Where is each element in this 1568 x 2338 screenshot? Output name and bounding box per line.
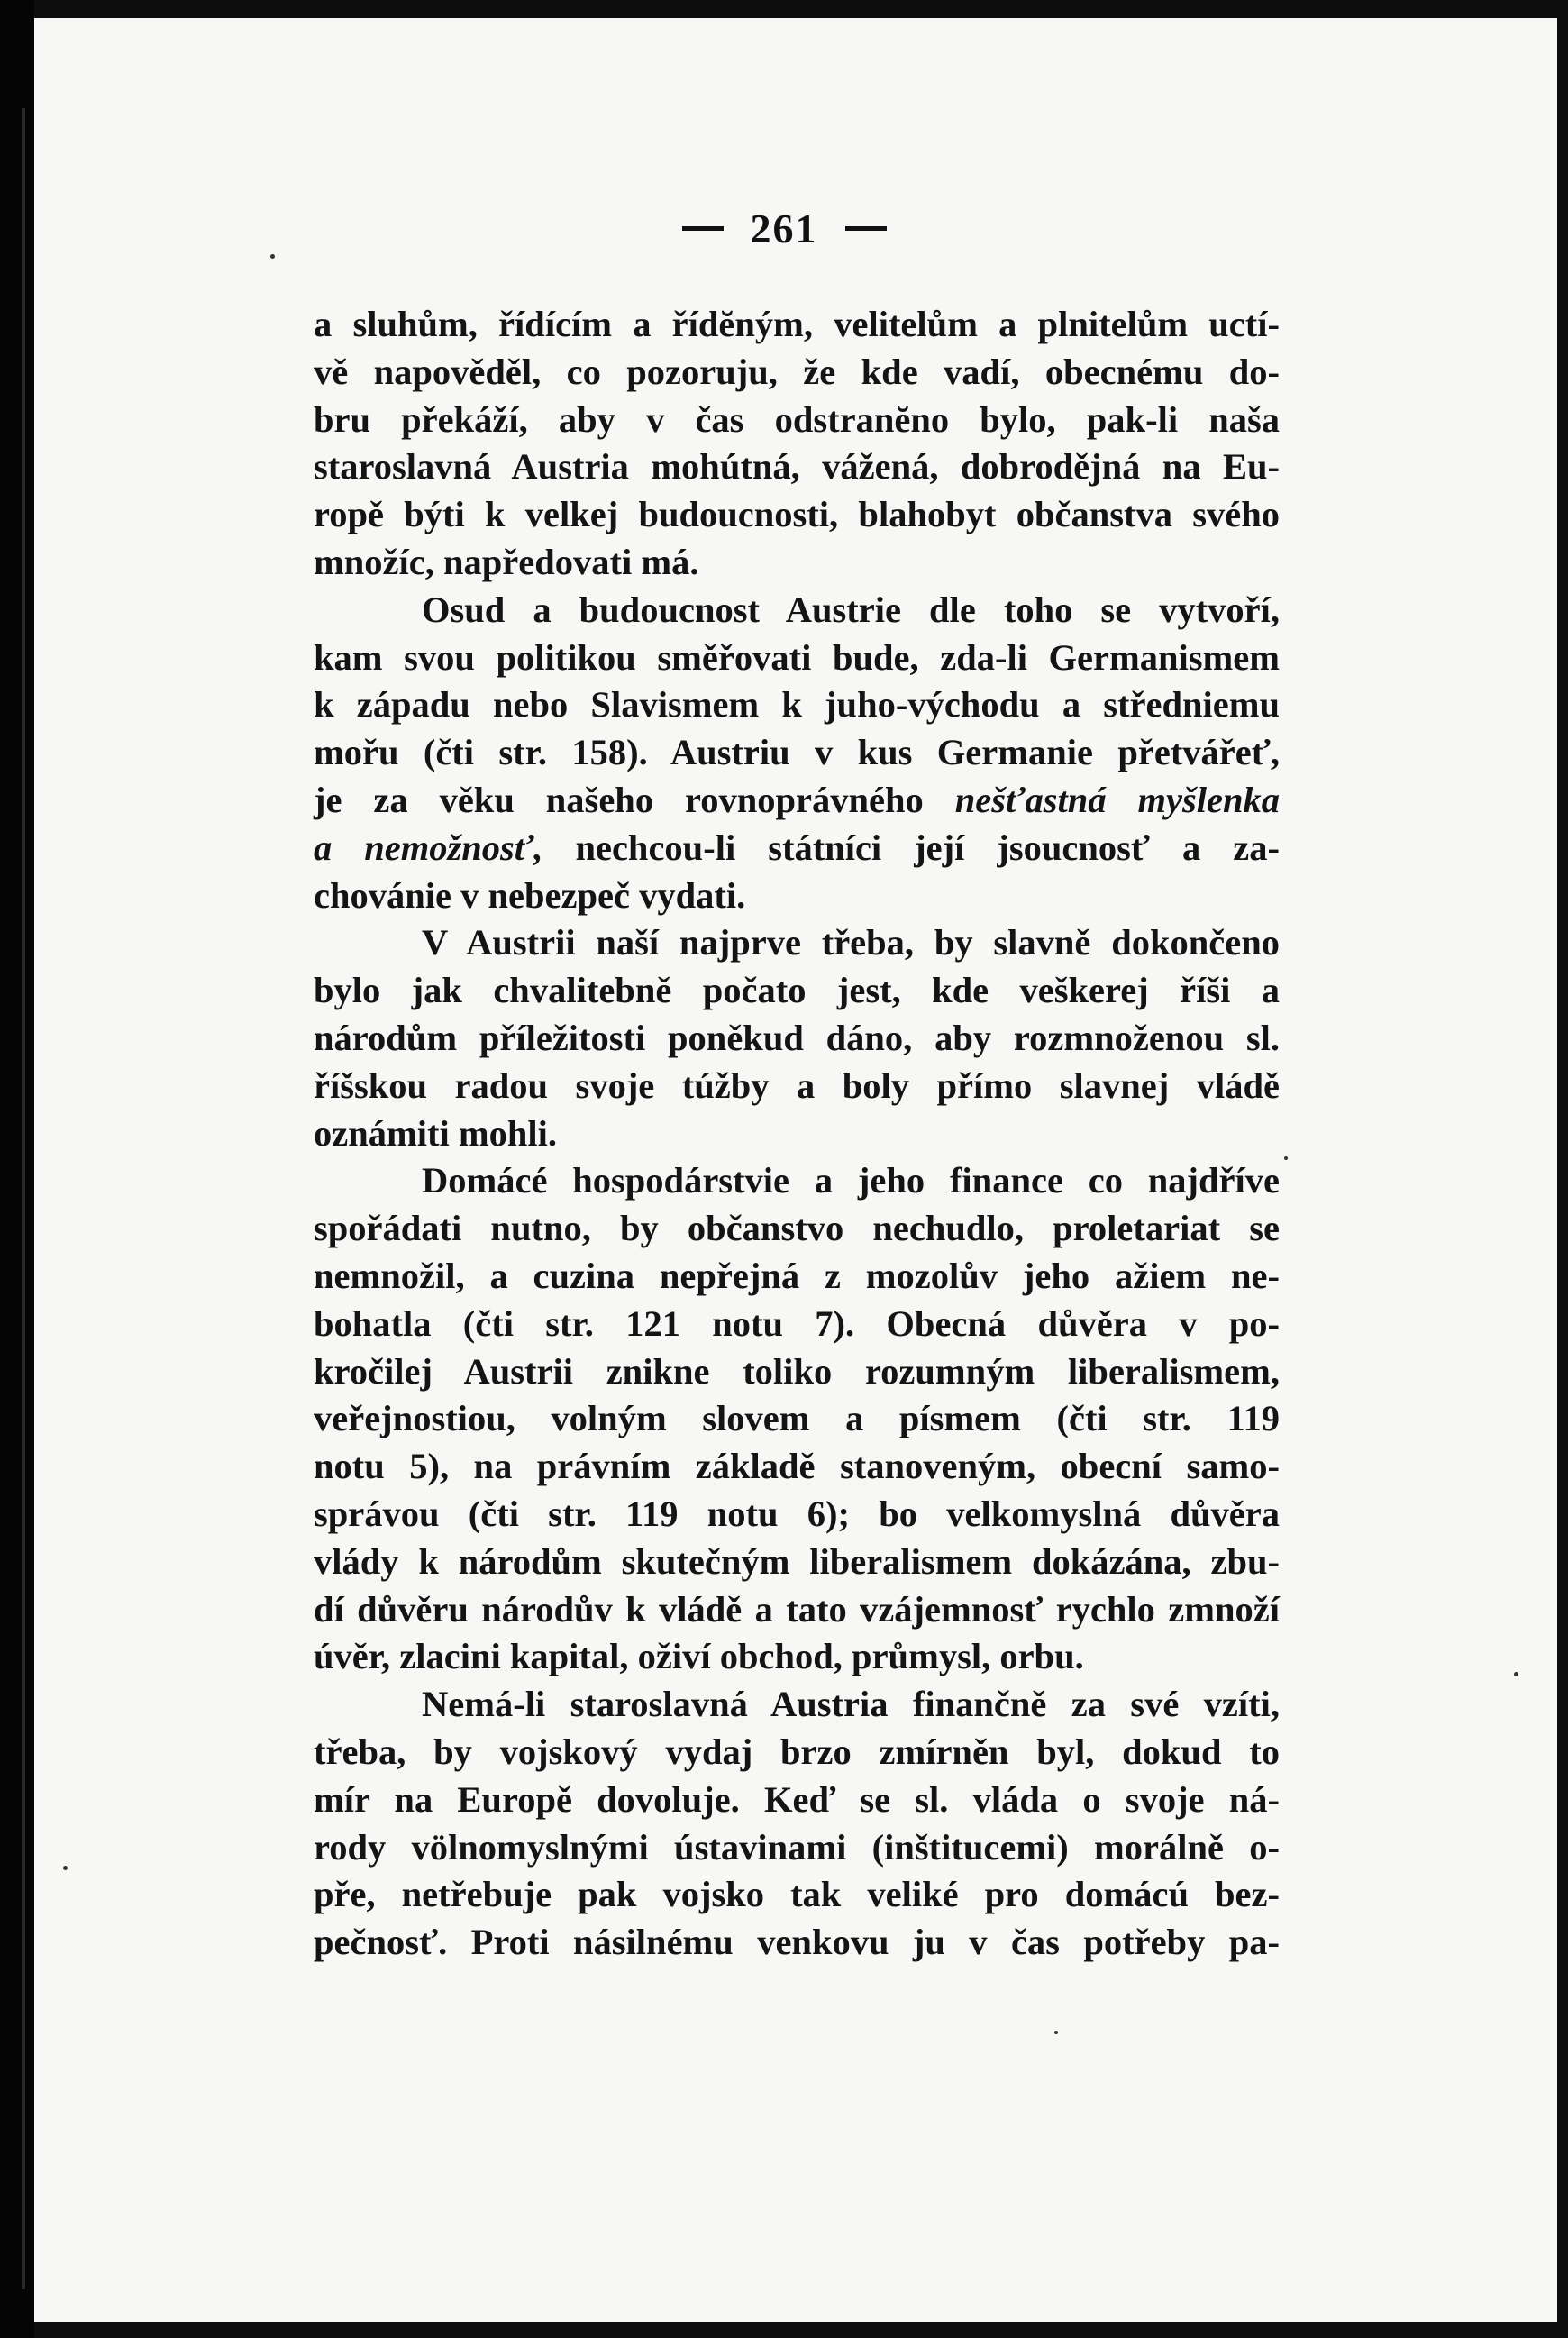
speck (1514, 1672, 1518, 1676)
text-line (314, 1157, 1280, 1205)
text-run: je za věku našeho rovnoprávného (314, 779, 955, 820)
text-run: mořu (čti str. 158). Austriu v kus Germanie přetvářeť, (314, 732, 1280, 773)
text-run: bohatla (čti str. 121 notu 7). Obecná důvěra v po- (314, 1302, 1280, 1344)
text-run: V Austrii naší najprve třeba, by slavně dokončeno (422, 922, 1280, 964)
text-run: bru překáží, aby v čas odstranĕno bylo, pak-li naša (314, 398, 1280, 440)
text-run: k západu nebo Slavismem k juho-východu a středniemu (314, 684, 1280, 726)
text-run: národům příležitosti poněkud dáno, aby rozmnoženou sl. (314, 1017, 1280, 1058)
text-line (314, 1729, 1280, 1776)
header-dash-left (682, 226, 724, 231)
text-run: bylo jak chvalitebně počato jest, kde veškerej říši a (314, 970, 1280, 1011)
text-line (314, 1824, 1280, 1872)
text-run: vlády k národům skutečným liberalismem dokázána, zbu- (314, 1540, 1280, 1582)
text-line (314, 1633, 1280, 1681)
speck (1284, 1156, 1288, 1160)
text-line (314, 1443, 1280, 1491)
text-line (314, 1491, 1280, 1539)
scan-left-edge (0, 0, 34, 2338)
text-line (314, 1348, 1280, 1396)
text-line (314, 1015, 1280, 1063)
text-line (314, 397, 1280, 444)
text-run: úvěr, zlacini kapital, oživí obchod, průmysl, orbu. (314, 1636, 1084, 1677)
text-line (314, 1205, 1280, 1253)
text-line (314, 443, 1280, 491)
text-run: nemnožil, a cuzina nepřejná z mozolův jeho ažiem ne- (314, 1255, 1280, 1296)
text-line (314, 777, 1280, 825)
text-line (314, 1681, 1280, 1729)
text-line (314, 635, 1280, 682)
text-run: třeba, by vojskový vydaj brzo zmírněn byl, dokud to (314, 1731, 1280, 1772)
text-run: kam svou politikou směřovati bude, zda-li Germanismem (314, 636, 1280, 678)
text-run: nechcou-li státníci její jsoucnosť a za- (542, 827, 1280, 868)
text-line (314, 491, 1280, 539)
italic-emphasis: nešťastná myšlenka (954, 779, 1280, 820)
page-edge-line (22, 108, 25, 2289)
text-run: pečnosť. Proti násilnému venkovu ju v čas potřeby pa- (314, 1922, 1280, 1963)
text-run: vě napověděl, co pozoruju, že kde vadí, obecnému do- (314, 351, 1280, 392)
text-run: pře, netřebuje pak vojsko tak veliké pro domácú bez- (314, 1874, 1280, 1915)
text-run: správou (čti str. 119 notu 6); bo velkomyslná důvěra (314, 1493, 1280, 1534)
body-text (314, 301, 1280, 1967)
text-run: notu 5), na právním základě stanoveným, obecní samo- (314, 1446, 1280, 1487)
text-line (314, 1919, 1280, 1967)
text-run: množíc, napředovati má. (314, 541, 699, 582)
text-run: staroslavná Austria mohútná, vážená, dobrodějná na Eu- (314, 446, 1280, 488)
speck (1054, 2031, 1058, 2034)
text-line (314, 1871, 1280, 1919)
text-run: říšskou radou svoje túžby a boly přímo slavnej vládě (314, 1064, 1280, 1106)
text-run: oznámiti mohli. (314, 1112, 557, 1154)
text-line (314, 729, 1280, 777)
text-run: a sluhům, řídícím a řídĕným, velitelům a plnitelům uctí- (314, 304, 1280, 344)
text-run: kročilej Austrii znikne toliko rozumným liberalismem, (314, 1350, 1280, 1392)
text-line (314, 539, 1280, 587)
text-run: veřejnostiou, volným slovem a písmem (čti str. 119 (314, 1398, 1280, 1439)
text-line (314, 967, 1280, 1015)
text-line (314, 872, 1280, 920)
text-run: dí důvěru národův k vládě a tato vzájemnosť rychlo zmnoží (314, 1588, 1280, 1630)
text-line (314, 587, 1280, 635)
italic-emphasis: a nemožnosť, (314, 827, 543, 868)
text-run: mír na Europě dovoluje. Keď se sl. vláda o svoje ná- (314, 1778, 1280, 1820)
text-line (314, 1776, 1280, 1824)
text-run: ropě býti k velkej budoucnosti, blahobyt občanstva svého (314, 494, 1280, 535)
text-line (314, 1395, 1280, 1443)
text-run: Osud a budoucnost Austrie dle toho se vytvoří, (422, 589, 1280, 630)
header-dash-right (845, 226, 887, 231)
text-line (314, 1539, 1280, 1586)
speck (270, 254, 275, 259)
text-run: chovánie v nebezpeč vydati. (314, 874, 746, 916)
text-line (314, 349, 1280, 397)
text-run: Domácé hospodárstvie a jeho finance co najdříve (422, 1160, 1280, 1201)
text-line (314, 1253, 1280, 1301)
speck (63, 1866, 68, 1870)
text-run: rody völnomyslnými ústavinami (inštitucemi) morálně o- (314, 1826, 1280, 1868)
page-header (0, 196, 1568, 260)
text-line (314, 1586, 1280, 1634)
text-run: Nemá-li staroslavná Austria finančně za své vzíti, (422, 1684, 1280, 1725)
text-line (314, 1063, 1280, 1110)
text-line (314, 919, 1280, 967)
text-line (314, 1110, 1280, 1158)
text-line (314, 825, 1280, 872)
text-line (314, 681, 1280, 729)
text-run: spořádati nutno, by občanstvo nechudlo, proletariat se (314, 1208, 1280, 1249)
text-line (314, 1301, 1280, 1348)
page-number: 261 (750, 205, 818, 251)
text-line (314, 301, 1280, 349)
